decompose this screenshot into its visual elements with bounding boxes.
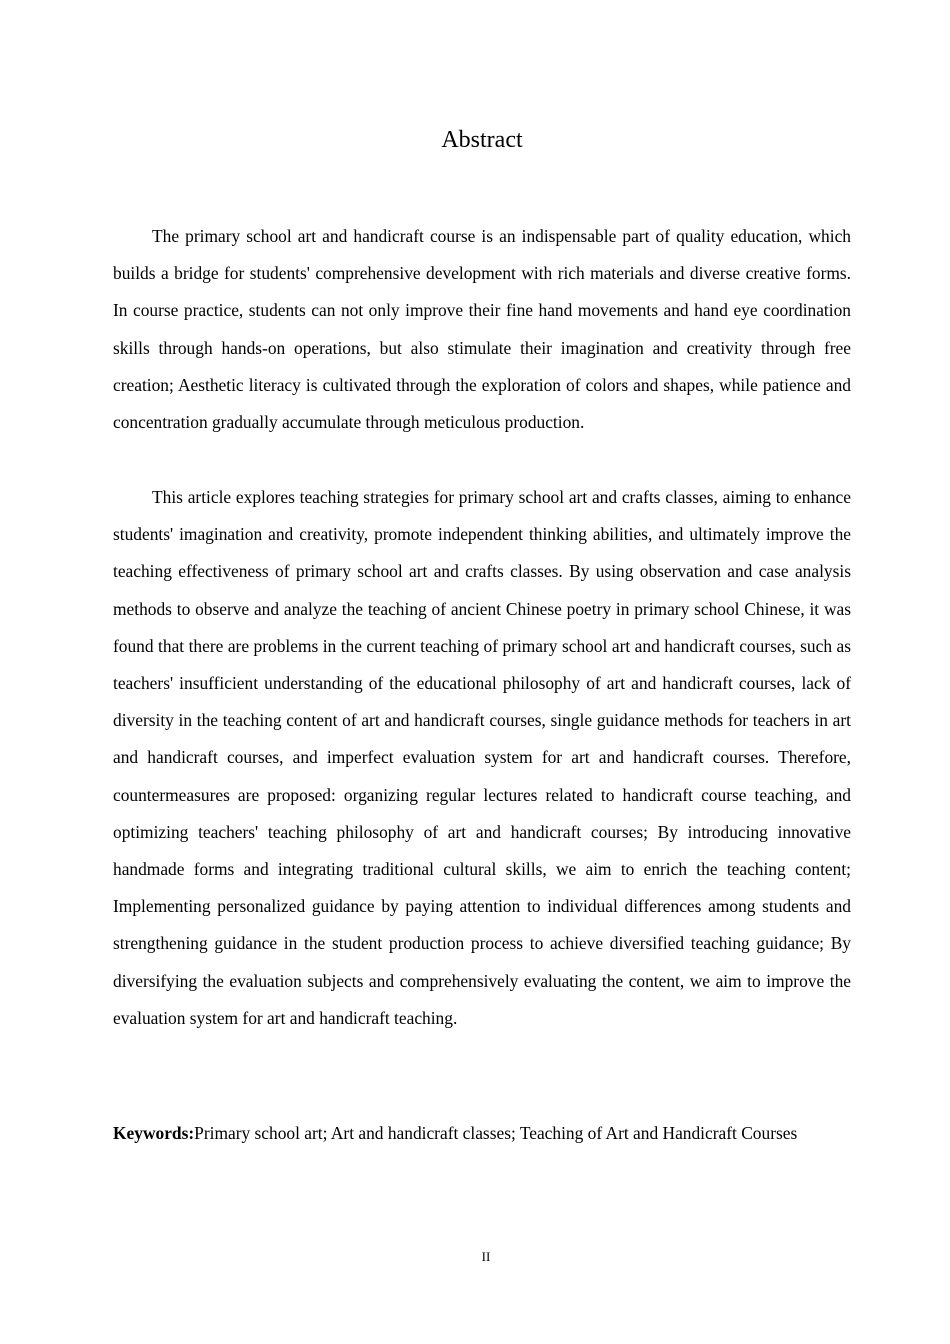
- abstract-paragraph: This article explores teaching strategies for primary school art and crafts classes, aiming to enhance students' imagination and creativity, promote independent thinking abilities, and ultimately improve the teaching effectiveness of primary school art and crafts classes. By using observation and case analysis methods to observe and analyze the teaching of ancient Chinese poetry in primary school Chinese, it was found that there are problems in the current teaching of primary school art and handicraft courses, such as teachers' insufficient understanding of the educational philosophy of art and handicraft courses, lack of diversity in the teaching content of art and handicraft courses, single guidance methods for teachers in art and handicraft courses, and imperfect evaluation system for art and handicraft courses. Therefore, countermeasures are proposed: organizing regular lectures related to handicraft course teaching, and optimizing teachers' teaching philosophy of art and handicraft courses; By introducing innovative handmade forms and integrating traditional cultural skills, we aim to enrich the teaching content; Implementing personalized guidance by paying attention to individual differences among students and strengthening guidance in the student production process to achieve diversified teaching guidance; By diversifying the evaluation subjects and comprehensively evaluating the content, we aim to improve the evaluation system for art and handicraft teaching.: [113, 487, 851, 1028]
- keywords-line: [113, 1116, 851, 1150]
- page-title: Abstract: [441, 127, 523, 153]
- page-number: II: [481, 1249, 491, 1264]
- abstract-paragraph-2-block: [113, 479, 851, 1037]
- keywords-label: Keywords:: [113, 1123, 195, 1143]
- abstract-paragraph: The primary school art and handicraft course is an indispensable part of quality education, which builds a bridge for students' comprehensive development with rich materials and diverse creative forms. In course practice, students can not only improve their fine hand movements and hand eye coordination skills through hands-on operations, but also stimulate their imagination and creativity through free creation; Aesthetic literacy is cultivated through the exploration of colors and shapes, while patience and concentration gradually accumulate through meticulous production.: [113, 226, 851, 433]
- abstract-paragraph-1-block: [113, 218, 851, 441]
- keywords-text: Primary school art; Art and handicraft classes; Teaching of Art and Handicraft Courses: [194, 1123, 798, 1143]
